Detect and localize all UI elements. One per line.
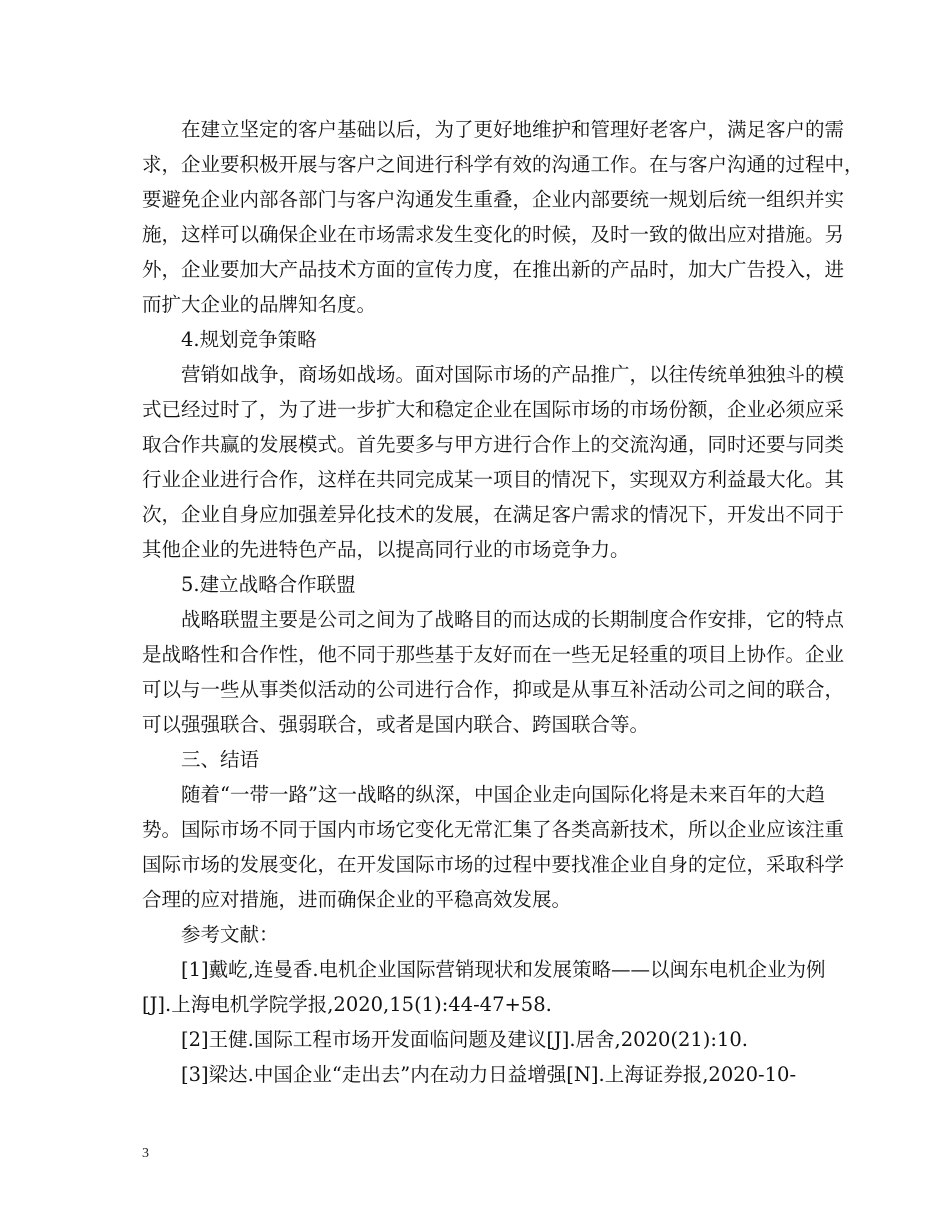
paragraph (142, 1057, 812, 1092)
text-line: 行业企业进行合作，这样在共同完成某一项目的情况下，实现双方利益最大化。其 (142, 468, 845, 491)
text-line: 求，企业要积极开展与客户之间进行科学有效的沟通工作。在与客户沟通的过程中， (142, 153, 864, 176)
paragraph (142, 357, 845, 567)
text-line: [3]梁达.中国企业“走出去”内在动力日益增强[N].上海证券报,2020-10- (181, 1063, 797, 1086)
section-heading (142, 917, 812, 952)
document-text (142, 112, 864, 1092)
text-line: 式已经过时了，为了进一步扩大和稳定企业在国际市场的市场份额，企业必须应采 (142, 398, 845, 421)
text-line: 取合作共赢的发展模式。首先要多与甲方进行合作上的交流沟通，同时还要与同类 (142, 433, 845, 456)
page-number: 3 (142, 1146, 149, 1161)
text-line: 参考文献： (181, 923, 279, 946)
paragraph (142, 1022, 812, 1057)
section-heading (142, 322, 812, 357)
text-line: 合理的应对措施，进而确保企业的平稳高效发展。 (142, 888, 572, 911)
text-line: 三、结语 (181, 748, 260, 771)
text-line: 是战略性和合作性，他不同于那些基于友好而在一些无足轻重的项目上协作。企业 (142, 643, 845, 666)
paragraph (142, 777, 845, 917)
paragraph (142, 602, 845, 742)
document-body (142, 112, 864, 1092)
paragraph (142, 112, 864, 322)
paragraph (142, 952, 826, 1022)
text-line: [1]戴屹,连曼香.电机企业国际营销现状和发展策略——以闽东电机企业为例 (181, 958, 826, 981)
text-line: 次，企业自身应加强差异化技术的发展，在满足客户需求的情况下，开发出不同于 (142, 503, 845, 526)
section-heading (142, 742, 812, 777)
text-line: 随着“一带一路”这一战略的纵深，中国企业走向国际化将是未来百年的大趋 (181, 783, 825, 806)
text-line: [2]王健.国际工程市场开发面临问题及建议[J].居舍,2020(21):10. (181, 1028, 748, 1051)
text-line: 其他企业的先进特色产品，以提高同行业的市场竞争力。 (142, 538, 630, 561)
text-line: 可以与一些从事类似活动的公司进行合作，抑或是从事互补活动公司之间的联合， (142, 678, 845, 701)
text-line: 施，这样可以确保企业在市场需求发生变化的时候，及时一致的做出应对措施。另 (142, 223, 845, 246)
text-line: 4.规划竞争策略 (181, 328, 317, 351)
text-line: 战略联盟主要是公司之间为了战略目的而达成的长期制度合作安排，它的特点 (181, 608, 845, 631)
section-heading (142, 567, 812, 602)
text-line: 可以强强联合、强弱联合，或者是国内联合、跨国联合等。 (142, 713, 650, 736)
text-line: 营销如战争，商场如战场。面对国际市场的产品推广，以往传统单独独斗的模 (181, 363, 845, 386)
text-line: 外，企业要加大产品技术方面的宣传力度，在推出新的产品时，加大广告投入，进 (142, 258, 845, 281)
text-line: 国际市场的发展变化，在开发国际市场的过程中要找准企业自身的定位，采取科学 (142, 853, 845, 876)
text-line: 势。国际市场不同于国内市场它变化无常汇集了各类高新技术，所以企业应该注重 (142, 818, 845, 841)
text-line: [J].上海电机学院学报,2020,15(1):44-47+58. (142, 993, 552, 1016)
text-line: 在建立坚定的客户基础以后，为了更好地维护和管理好老客户，满足客户的需 (181, 118, 845, 141)
text-line: 要避免企业内部各部门与客户沟通发生重叠，企业内部要统一规划后统一组织并实 (142, 188, 845, 211)
text-line: 5.建立战略合作联盟 (181, 573, 356, 596)
text-line: 而扩大企业的品牌知名度。 (142, 293, 377, 316)
